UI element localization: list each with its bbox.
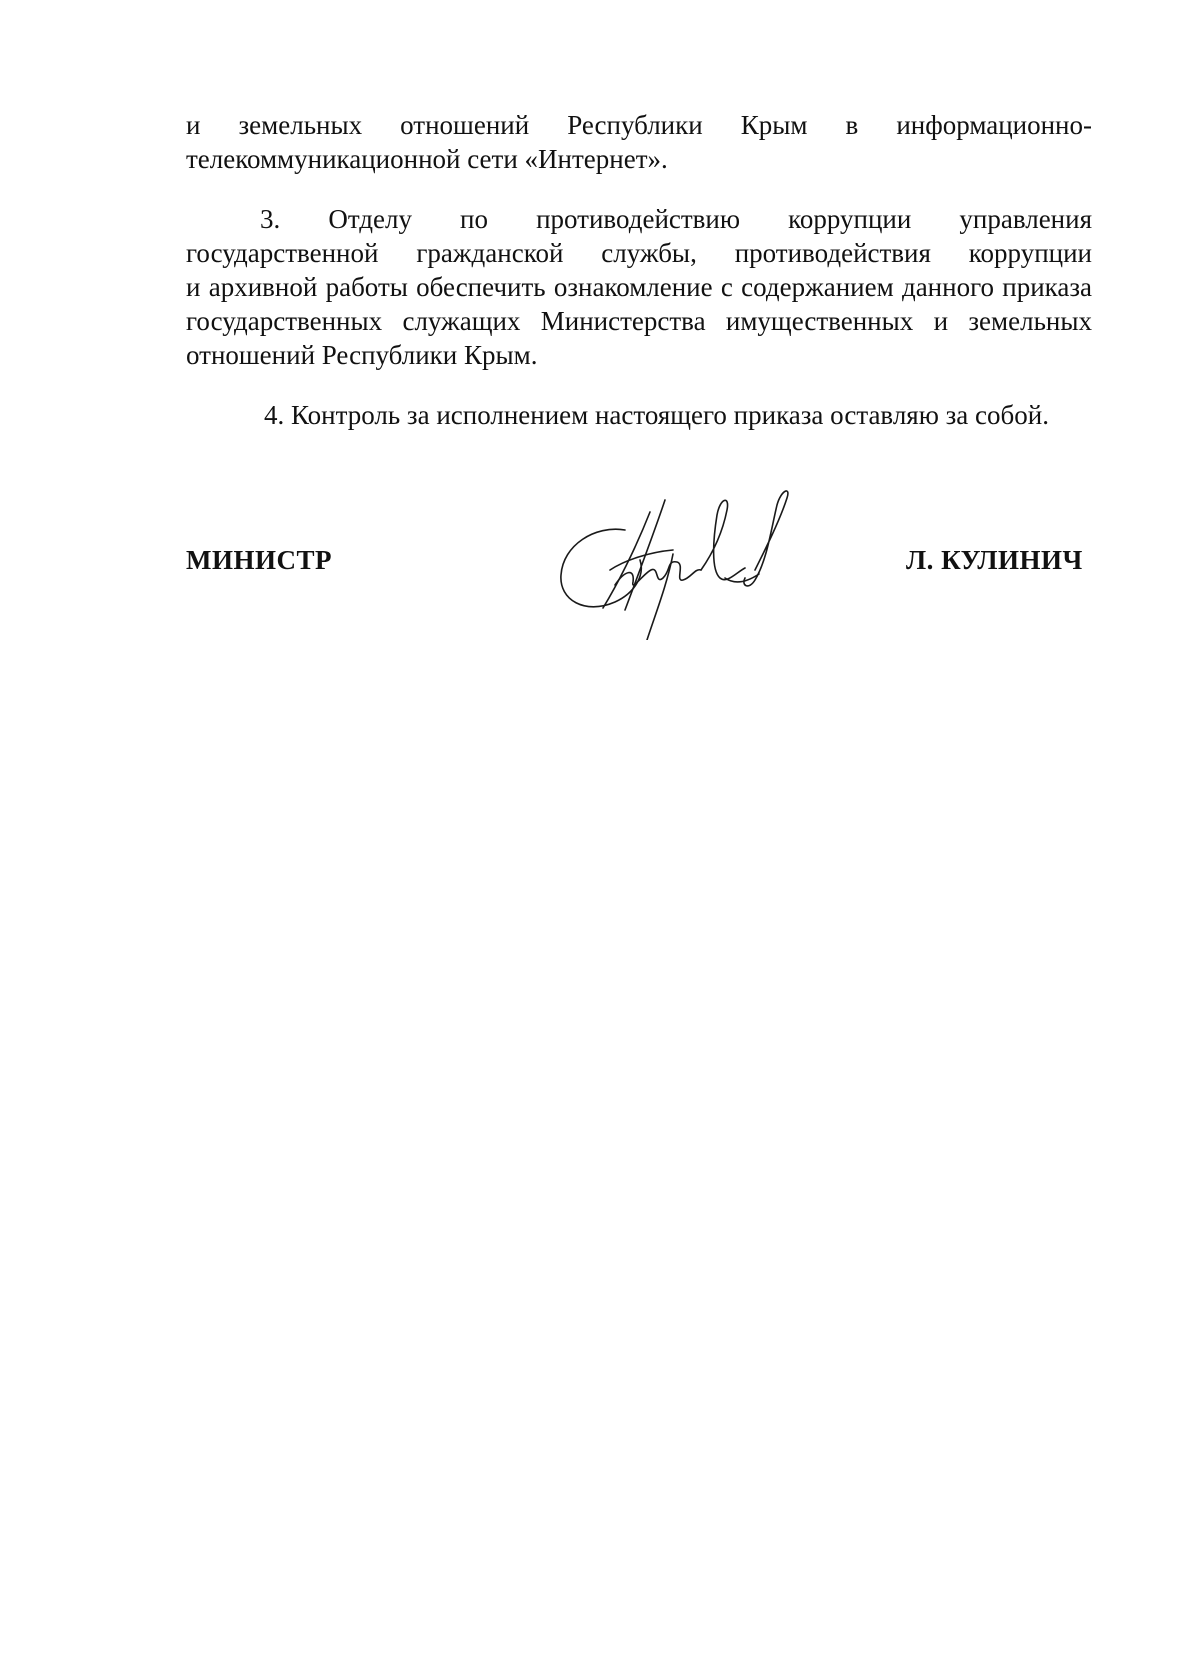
paragraph-line: 3. Отделу по противодействию коррупции управления [260,204,1092,234]
paragraph-line: и архивной работы обеспечить ознакомление с содержанием данного приказа [186,272,1092,302]
paragraph-line: отношений Республики Крым. [186,340,538,370]
signer-name: Л. КУЛИНИЧ [906,545,1083,575]
paragraph-4: 4. Контроль за исполнением настоящего приказа оставляю за собой. [264,400,1049,430]
handwritten-signature [555,490,815,640]
paragraph-line: государственной гражданской службы, противодействия коррупции [186,238,1092,268]
paragraph-line: государственных служащих Министерства имущественных и земельных [186,306,1092,336]
paragraph-line: телекоммуникационной сети «Интернет». [186,144,668,174]
paragraph-continuation [186,108,1092,176]
paragraph-line: и земельных отношений Республики Крым в информационно- [186,110,1092,140]
signer-position: МИНИСТР [186,545,332,575]
paragraph-3 [186,202,1092,372]
